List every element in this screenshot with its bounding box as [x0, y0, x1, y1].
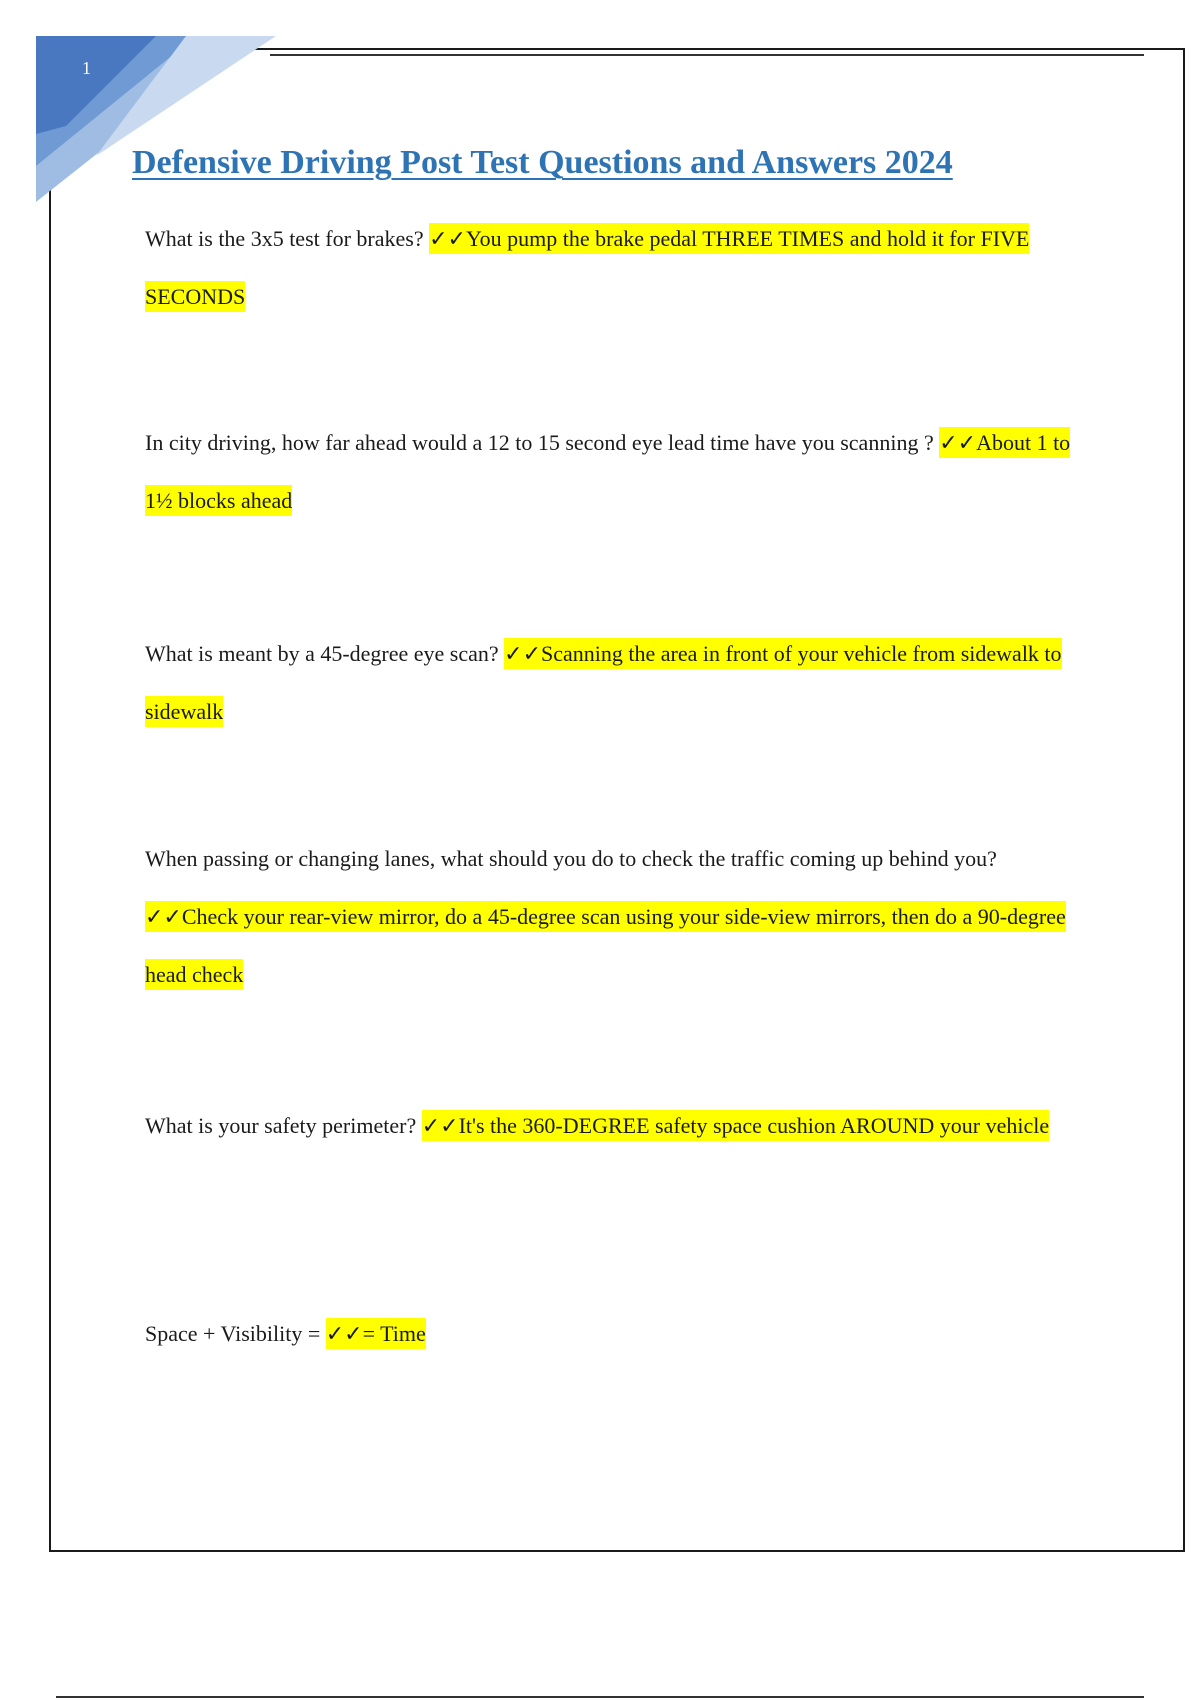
question-text: What is the 3x5 test for brakes?	[145, 226, 430, 251]
answer-text: ✓✓About 1 to 1½ blocks ahead	[145, 427, 1070, 516]
qa-item	[145, 625, 1095, 741]
qa-item	[145, 210, 1095, 326]
qa-item	[145, 830, 1095, 1004]
header-rule	[270, 54, 1144, 56]
qa-item	[145, 1305, 426, 1363]
answer-text: ✓✓= Time	[326, 1318, 426, 1349]
qa-item	[145, 414, 1095, 530]
question-text: Space + Visibility =	[145, 1321, 326, 1346]
page-title: Defensive Driving Post Test Questions and Answers 2024	[132, 144, 953, 181]
answer-text: ✓✓Check your rear-view mirror, do a 45-degree scan using your side-view mirrors, then do a 90-degree head check	[145, 901, 1066, 990]
question-text: When passing or changing lanes, what should you do to check the traffic coming up behind you?	[145, 846, 997, 871]
qa-item	[145, 1097, 1049, 1155]
answer-text: ✓✓It's the 360-DEGREE safety space cushion AROUND your vehicle	[422, 1110, 1049, 1141]
answer-text: ✓✓Scanning the area in front of your vehicle from sidewalk to sidewalk	[145, 638, 1062, 727]
page-number: 1	[82, 58, 91, 78]
question-text: What is meant by a 45-degree eye scan?	[145, 641, 505, 666]
question-text: In city driving, how far ahead would a 12 to 15 second eye lead time have you scanning ?	[145, 430, 940, 455]
footer-rule	[56, 1696, 1144, 1698]
question-text: What is your safety perimeter?	[145, 1113, 422, 1138]
answer-text: ✓✓You pump the brake pedal THREE TIMES and hold it for FIVE SECONDS	[145, 223, 1029, 312]
